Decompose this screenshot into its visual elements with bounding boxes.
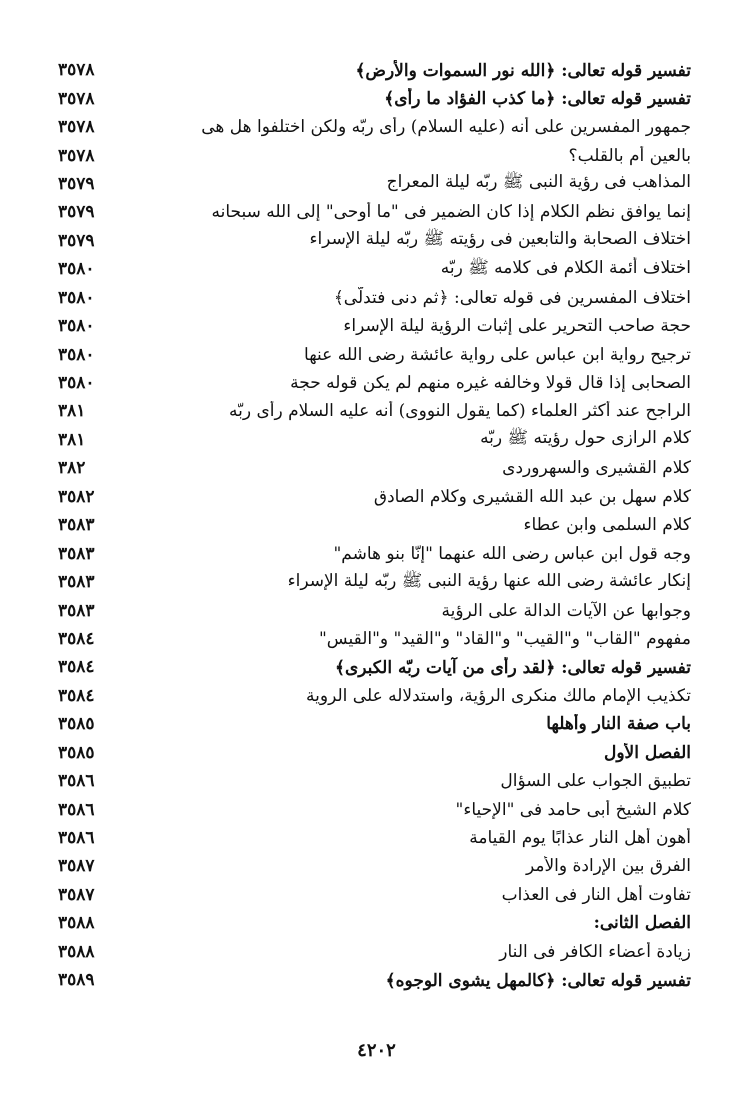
- toc-entry-page: ٣٥٨٦: [58, 828, 95, 849]
- toc-entry-page: ٣٥٨٠: [58, 287, 95, 308]
- toc-entry-page: ٣٥٨٤: [58, 685, 95, 706]
- toc-entry-page: ٣٥٧٩: [58, 230, 95, 251]
- toc-row: [58, 938, 691, 966]
- toc-row: [58, 795, 691, 823]
- toc-entry-page: ٣٥٨٣: [58, 515, 95, 536]
- toc-entry-title: اختلاف المفسرين فى قوله تعالى: ﴿ثم دنى فتدلّى﴾: [333, 288, 691, 309]
- toc-entry-page: ٣٨١: [58, 401, 86, 422]
- toc-section-title: الفصل الأول: [603, 742, 691, 763]
- toc-entry-page: ٣٨٢: [58, 458, 86, 479]
- toc-entry-page: ٣٥٨٠: [58, 344, 95, 365]
- toc-entry-page: ٣٥٨٣: [58, 600, 95, 621]
- toc-entry-page: ٣٥٨٨: [58, 941, 95, 962]
- toc-entry-page: ٣٥٧٨: [58, 88, 95, 109]
- toc-row: [58, 483, 691, 511]
- toc-row: [58, 568, 691, 596]
- toc-entry-title: تكذيب الإمام مالك منكرى الرؤية، واستدلاله على الروية: [306, 685, 691, 706]
- toc-row: [58, 824, 691, 852]
- toc-entry-title: تفسير قوله تعالى: ﴿ما كذب الفؤاد ما رأى﴾: [384, 89, 691, 110]
- toc-row: [58, 170, 691, 198]
- toc-row: [58, 426, 691, 454]
- toc-entry-title: ترجيح رواية ابن عباس على رواية عائشة رضى الله عنها: [304, 344, 691, 365]
- toc-row: [58, 56, 691, 84]
- toc-entry-title: كلام السلمى وابن عطاء: [523, 515, 691, 536]
- toc-entry-title: وجه قول ابن عباس رضى الله عنهما "إنّا بنو هاشم": [333, 543, 691, 564]
- toc-entry-title: إنما يوافق نظم الكلام إذا كان الضمير فى "ما أوحى" إلى الله سبحانه: [211, 202, 691, 223]
- toc-row: [58, 682, 691, 710]
- toc-entry-page: ٣٨١: [58, 429, 86, 450]
- toc-entry-title: كلام القشيرى والسهروردى: [502, 458, 691, 479]
- toc-row: [58, 710, 691, 738]
- toc-entry-title: جمهور المفسرين على أنه (عليه السلام) رأى ربّه ولكن اختلفوا هل هى: [201, 117, 691, 138]
- toc-entry-title: زيادة أعضاء الكافر فى النار: [499, 941, 691, 962]
- toc-entry-title: اختلاف الصحابة والتابعين فى رؤيته ﷺ ربّه ليلة الإسراء: [309, 229, 691, 250]
- toc-entry-title: تفاوت أهل النار فى العذاب: [501, 884, 691, 905]
- toc-row: [58, 653, 691, 681]
- toc-row: [58, 739, 691, 767]
- toc-row: [58, 909, 691, 937]
- toc-entry-page: ٣٥٨٥: [58, 742, 95, 763]
- toc-row: [58, 596, 691, 624]
- toc-entry-page: ٣٥٨٦: [58, 799, 95, 820]
- toc-entry-title: تفسير قوله تعالى: ﴿لقد رأى من آيات ربّه الكبرى﴾: [334, 657, 691, 678]
- toc-entry-title: كلام سهل بن عبد الله القشيرى وكلام الصادق: [373, 486, 691, 507]
- toc-entry-page: ٣٥٨٩: [58, 970, 95, 991]
- toc-row: [58, 84, 691, 112]
- toc-entry-page: ٣٥٨٤: [58, 657, 95, 678]
- toc-row: [58, 369, 691, 397]
- toc-entry-page: ٣٥٧٨: [58, 60, 95, 81]
- toc-entry-page: ٣٥٨٦: [58, 771, 95, 792]
- toc-entry-title: الفرق بين الإرادة والأمر: [525, 856, 691, 877]
- toc-entry-page: ٣٥٨٤: [58, 628, 95, 649]
- toc-entry-page: ٣٥٨٨: [58, 913, 95, 934]
- toc-entry-page: ٣٥٨٠: [58, 316, 95, 337]
- toc-entry-title: وجوابها عن الآيات الدالة على الرؤية: [441, 600, 691, 621]
- toc-entry-title: إنكار عائشة رضى الله عنها رؤية النبى ﷺ ربّه ليلة الإسراء: [287, 570, 691, 591]
- toc-row: [58, 284, 691, 312]
- toc-row: [58, 625, 691, 653]
- toc-entry-page: ٣٥٧٨: [58, 145, 95, 166]
- toc-row: [58, 255, 691, 283]
- toc-row: [58, 966, 691, 994]
- toc-entry-page: ٣٥٧٨: [58, 117, 95, 138]
- toc-row: [58, 539, 691, 567]
- toc-chapter-title: باب صفة النار وأهلها: [546, 714, 691, 735]
- toc-row: [58, 397, 691, 425]
- toc-entry-page: ٣٥٨٣: [58, 543, 95, 564]
- toc-entry-page: ٣٥٨٥: [58, 714, 95, 735]
- toc-entry-title: الصحابى إذا قال قولا وخالفه غيره منهم لم يكن قوله حجة: [290, 373, 691, 394]
- toc-entry-page: ٣٥٨٧: [58, 856, 95, 877]
- toc-entry-page: ٣٥٨٧: [58, 884, 95, 905]
- toc-row: [58, 511, 691, 539]
- page-number: ٤٢٠٢: [357, 1040, 396, 1061]
- toc-row: [58, 852, 691, 880]
- table-of-contents: [58, 56, 691, 994]
- toc-entry-title: كلام الشيخ أبى حامد فى "الإحياء": [455, 799, 691, 820]
- toc-row: [58, 767, 691, 795]
- toc-entry-page: ٣٥٨٣: [58, 572, 95, 593]
- toc-entry-title: اختلاف أئمة الكلام فى كلامه ﷺ ربّه: [440, 257, 691, 278]
- toc-entry-title: مفهوم "القاب" و"القيب" و"القاد" و"القيد" و"القيس": [318, 628, 691, 649]
- toc-row: [58, 340, 691, 368]
- toc-entry-page: ٣٥٨٠: [58, 259, 95, 280]
- toc-entry-title: تفسير قوله تعالى: ﴿كالمهل يشوى الوجوه﴾: [385, 970, 691, 991]
- toc-entry-title: الراجح عند أكثر العلماء (كما يقول النووى) أنه عليه السلام رأى ربّه: [229, 401, 691, 422]
- toc-row: [58, 141, 691, 169]
- toc-row: [58, 312, 691, 340]
- toc-row: [58, 454, 691, 482]
- toc-entry-page: ٣٥٧٩: [58, 173, 95, 194]
- toc-entry-page: ٣٥٨٢: [58, 486, 95, 507]
- toc-entry-title: كلام الرازى حول رؤيته ﷺ ربّه: [480, 428, 691, 449]
- toc-row: [58, 881, 691, 909]
- toc-row: [58, 227, 691, 255]
- toc-entry-title: تطبيق الجواب على السؤال: [500, 771, 691, 792]
- toc-entry-title: المذاهب فى رؤية النبى ﷺ ربّه ليلة المعراج: [386, 172, 691, 193]
- toc-row: [58, 198, 691, 226]
- toc-entry-title: تفسير قوله تعالى: ﴿الله نور السموات والأرض﴾: [355, 60, 691, 81]
- toc-entry-page: ٣٥٨٠: [58, 373, 95, 394]
- toc-section-title: الفصل الثانى:: [593, 913, 691, 934]
- toc-entry-page: ٣٥٧٩: [58, 202, 95, 223]
- toc-entry-title: بالعين أم بالقلب؟: [568, 145, 691, 166]
- toc-entry-title: أهون أهل النار عذابًا يوم القيامة: [469, 828, 691, 849]
- toc-entry-title: حجة صاحب التحرير على إثبات الرؤية ليلة الإسراء: [343, 316, 691, 337]
- toc-row: [58, 113, 691, 141]
